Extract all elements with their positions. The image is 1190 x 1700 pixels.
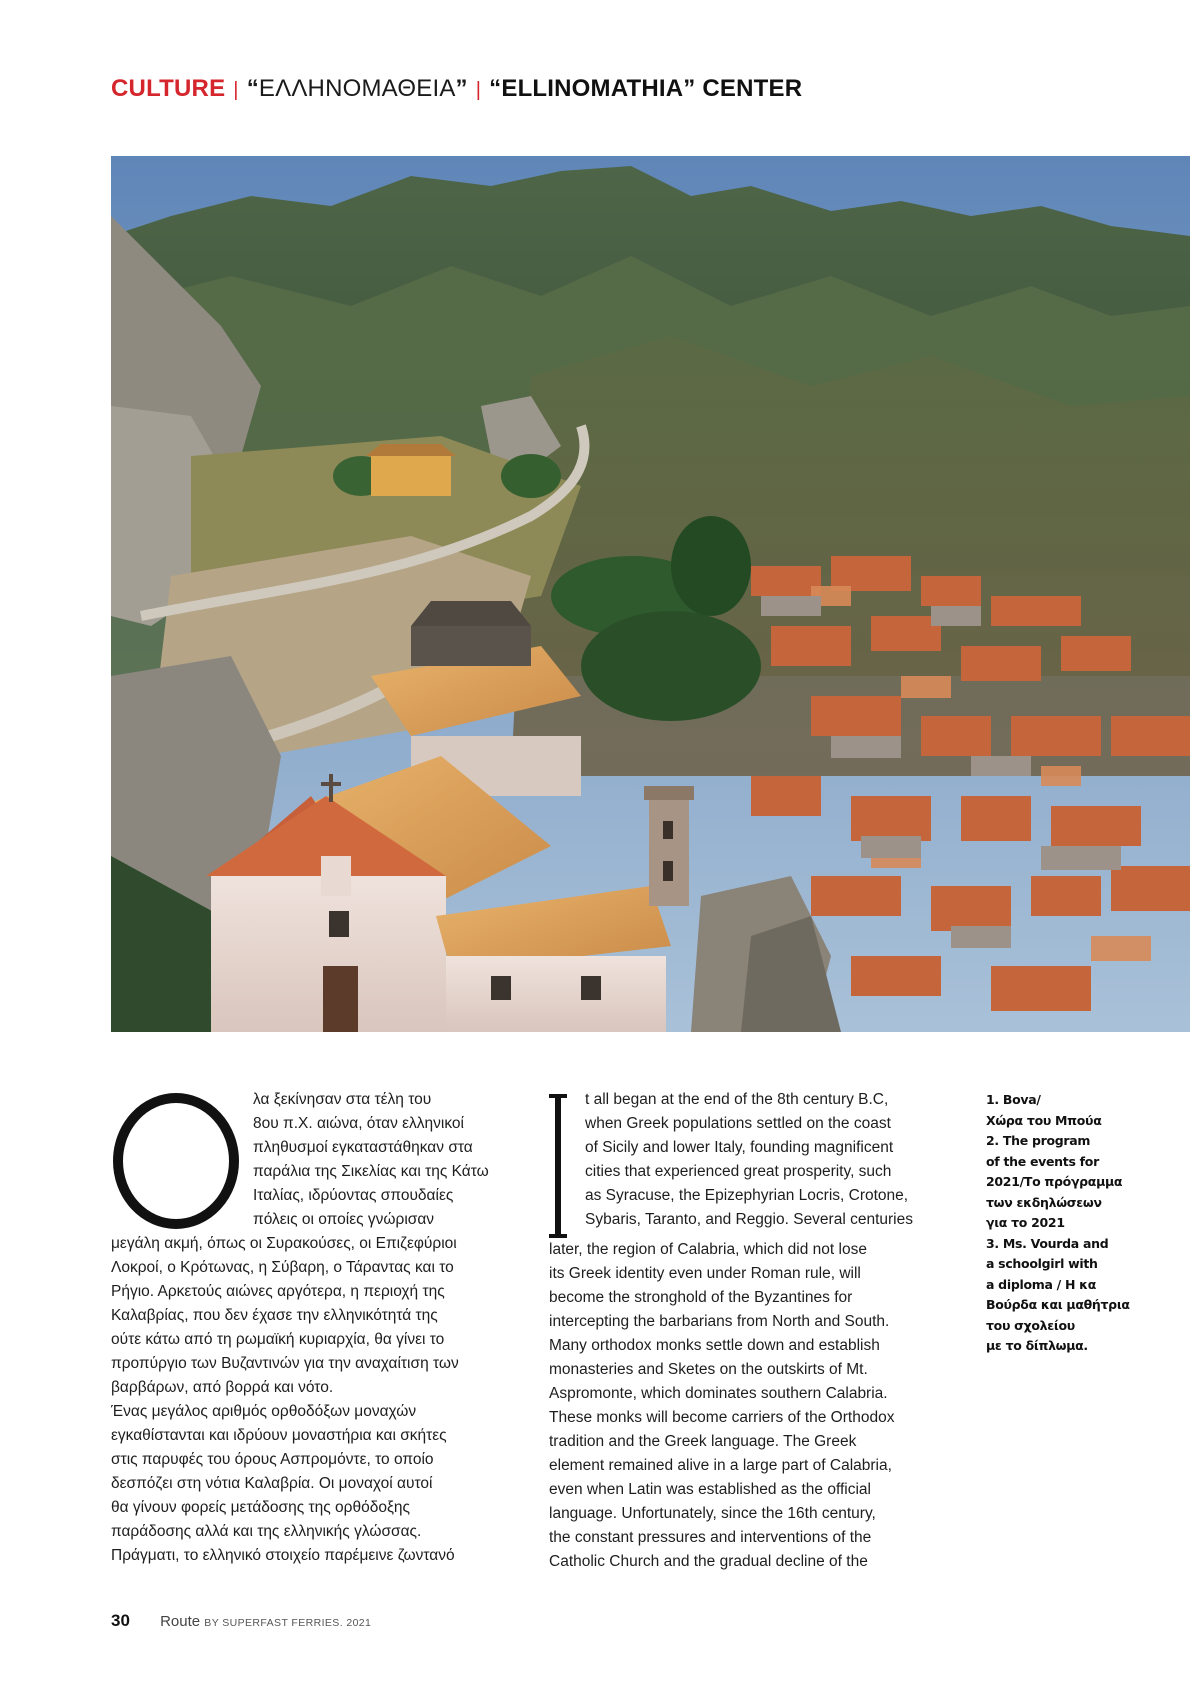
english-line: language. Unfortunately, since the 16th century, bbox=[549, 1505, 876, 1522]
greek-line: πόλεις οι οποίες γνώρισαν bbox=[253, 1211, 435, 1228]
greek-line: βαρβάρων, από βορρά και νότο. bbox=[111, 1379, 334, 1396]
english-line: Aspromonte, which dominates southern Calabria. bbox=[549, 1385, 888, 1402]
english-line: tradition and the Greek language. The Greek bbox=[549, 1433, 857, 1450]
caption-line: 1. Bova/ bbox=[986, 1092, 1041, 1107]
english-line: t all began at the end of the 8th century B.C, bbox=[585, 1091, 889, 1108]
english-title: “ELLINOMATHIA” CENTER bbox=[489, 75, 803, 102]
caption-line: του σχολείου bbox=[986, 1317, 1075, 1333]
greek-line: ούτε κάτω από τη ρωμαϊκή κυριαρχία, θα γίνει το bbox=[111, 1331, 445, 1348]
english-line: Sybaris, Taranto, and Reggio. Several centuries bbox=[585, 1211, 913, 1228]
dropcap-omicron bbox=[111, 1092, 241, 1230]
greek-line: Λοκροί, ο Κρότωνας, η Σύβαρη, ο Τάραντας και το bbox=[111, 1259, 454, 1276]
english-line: even when Latin was established as the official bbox=[549, 1481, 871, 1498]
greek-line: Καλαβρίας, που δεν έχασε την ελληνικότητά της bbox=[111, 1307, 438, 1324]
dropcap-i bbox=[549, 1094, 569, 1238]
caption-line: a schoolgirl with bbox=[986, 1256, 1098, 1271]
english-line: later, the region of Calabria, which did not lose bbox=[549, 1241, 867, 1258]
photo-caption bbox=[986, 1090, 1130, 1357]
header-separator: | bbox=[475, 79, 482, 101]
greek-line: μεγάλη ακμή, όπως οι Συρακούσες, οι Επιζεφύριοι bbox=[111, 1235, 457, 1252]
caption-line: με το δίπλωμα. bbox=[986, 1338, 1088, 1353]
header-separator: | bbox=[233, 79, 239, 101]
greek-line: λα ξεκίνησαν στα τέλη του bbox=[253, 1091, 432, 1108]
caption-line: των εκδηλώσεων bbox=[986, 1194, 1102, 1210]
greek-line: Πράγματι, το ελληνικό στοιχείο παρέμεινε ζωντανό bbox=[111, 1547, 455, 1564]
caption-line: για το 2021 bbox=[986, 1215, 1065, 1230]
english-line: of Sicily and lower Italy, founding magnificent bbox=[585, 1139, 894, 1156]
section-header bbox=[111, 74, 802, 105]
caption-line: Βούρδα και μαθήτρια bbox=[986, 1297, 1130, 1312]
greek-line: στις παρυφές του όρους Ασπρομόντε, το οποίο bbox=[111, 1451, 434, 1468]
english-line: become the stronghold of the Byzantines for bbox=[549, 1289, 853, 1306]
greek-line: παράδοσης αλλά και της ελληνικής γλώσσας. bbox=[111, 1523, 422, 1540]
greek-line: Ρήγιο. Αρκετούς αιώνες αργότερα, η περιοχή της bbox=[111, 1283, 445, 1300]
english-line: its Greek identity even under Roman rule, will bbox=[549, 1265, 861, 1282]
english-line: element remained alive in a large part of Calabria, bbox=[549, 1457, 892, 1474]
greek-line: πληθυσμοί εγκαταστάθηκαν στα bbox=[253, 1139, 473, 1156]
caption-line: a diploma / Η κα bbox=[986, 1276, 1097, 1292]
english-line: monasteries and Sketes on the outskirts of Mt. bbox=[549, 1361, 868, 1378]
greek-line: εγκαθίστανται και ιδρύουν μοναστήρια και σκήτες bbox=[111, 1427, 447, 1444]
greek-line: δεσπόζει στη νότια Καλαβρία. Οι μοναχοί αυτοί bbox=[111, 1475, 433, 1492]
caption-line: 3. Ms. Vourda and bbox=[986, 1235, 1109, 1251]
greek-line: παράλια της Σικελίας και της Κάτω bbox=[253, 1163, 489, 1180]
caption-line: 2. The program bbox=[986, 1133, 1091, 1148]
english-line: the constant pressures and interventions of the bbox=[549, 1529, 872, 1546]
caption-line: of the events for bbox=[986, 1153, 1099, 1169]
section-label: CULTURE bbox=[111, 75, 226, 102]
greek-line: 8ου π.Χ. αιώνα, όταν ελληνικοί bbox=[253, 1115, 464, 1132]
greek-title: “ΕΛΛΗΝΟΜΑΘΕΙΑ” bbox=[246, 75, 468, 102]
publisher-line: BY SUPERFAST FERRIES. 2021 bbox=[204, 1617, 372, 1629]
mountain-village-photo bbox=[111, 156, 1190, 1032]
english-article-column bbox=[549, 1088, 924, 1574]
magazine-name: Route bbox=[160, 1613, 201, 1630]
greek-line: θα γίνουν φορείς μετάδοσης της ορθόδοξης bbox=[111, 1499, 410, 1516]
english-line: Many orthodox monks settle down and establish bbox=[549, 1337, 880, 1354]
greek-line: Ένας μεγάλος αριθμός ορθοδόξων μοναχών bbox=[111, 1403, 417, 1420]
english-line: as Syracuse, the Epizephyrian Locris, Crotone, bbox=[585, 1187, 909, 1204]
greek-line: Ιταλίας, ιδρύοντας σπουδαίες bbox=[253, 1187, 454, 1204]
page-number: 30 bbox=[111, 1611, 130, 1630]
greek-line: προπύργιο των Βυζαντινών για την αναχαίτιση των bbox=[111, 1355, 459, 1372]
english-line: cities that experienced great prosperity, such bbox=[585, 1163, 892, 1180]
page-footer bbox=[111, 1611, 371, 1631]
caption-line: Χώρα του Μπούα bbox=[986, 1112, 1102, 1128]
english-line: intercepting the barbarians from North and South. bbox=[549, 1313, 890, 1330]
english-line: These monks will become carriers of the Orthodox bbox=[549, 1409, 895, 1426]
caption-line: 2021/Το πρόγραμμα bbox=[986, 1174, 1123, 1189]
greek-article-column bbox=[111, 1088, 506, 1568]
english-line: when Greek populations settled on the coast bbox=[585, 1115, 891, 1132]
english-line: Catholic Church and the gradual decline of the bbox=[549, 1553, 868, 1570]
